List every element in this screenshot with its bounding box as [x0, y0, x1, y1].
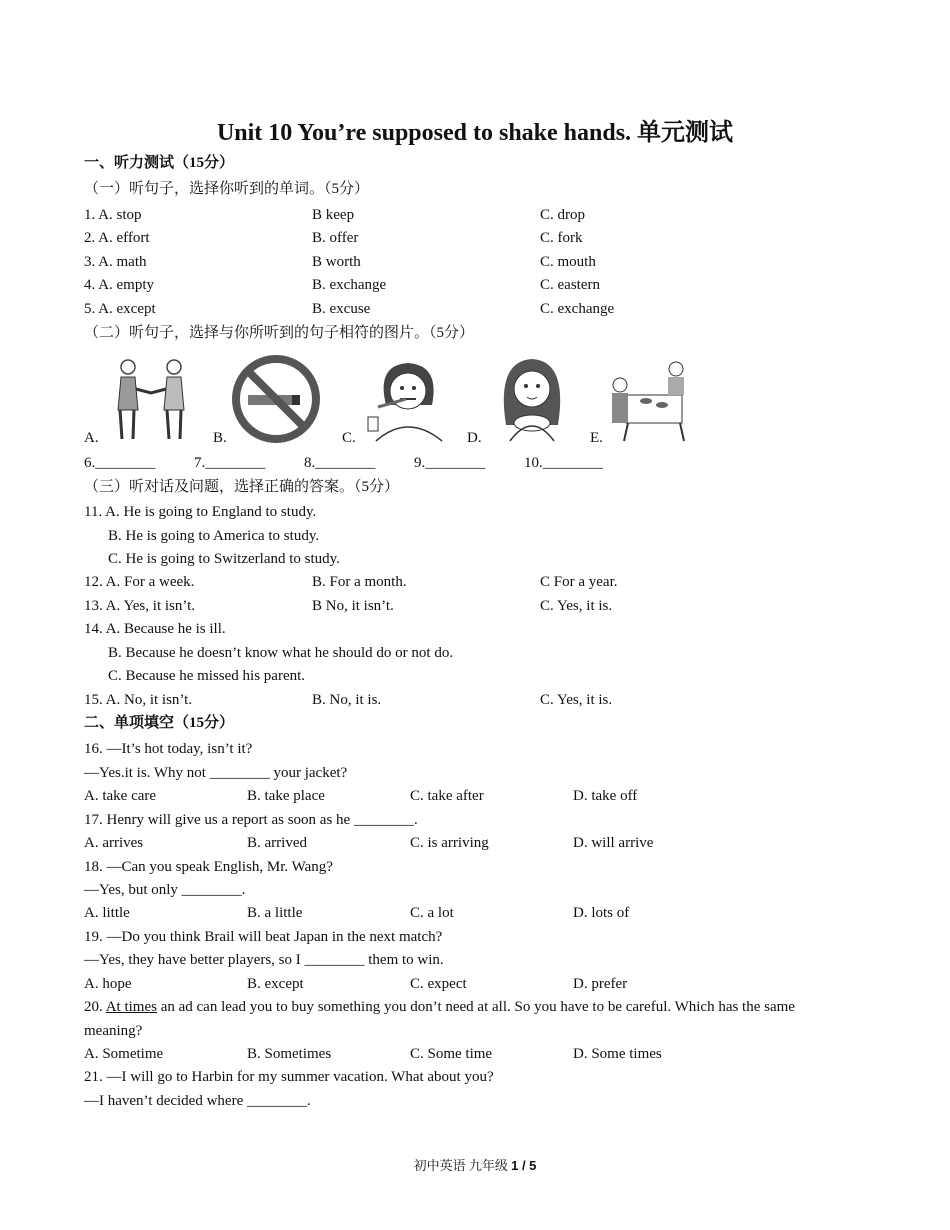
answer-blank-7: 7.________: [194, 455, 266, 471]
question-options: [84, 1044, 874, 1064]
option-c: C. drop: [540, 207, 585, 223]
option-c: C. mouth: [540, 254, 596, 270]
question-row: [84, 690, 874, 710]
section1-heading: 一、听力测试（15分）: [84, 155, 235, 171]
pic-label-c: C.: [342, 430, 356, 446]
option-b: B No, it isn’t.: [312, 598, 394, 614]
option-d: D. prefer: [573, 976, 628, 992]
girl-brushing-teeth-picture: [366, 355, 448, 443]
option-b: B. No, it is.: [312, 692, 382, 708]
option-a: A. take care: [84, 788, 157, 804]
option-c: C. exchange: [540, 301, 615, 317]
option-b: B. take place: [247, 788, 325, 804]
q16-response: —Yes.it is. Why not ________ your jacket?: [84, 765, 348, 781]
option-b: B. a little: [247, 905, 303, 921]
girl-eating-picture: [490, 355, 572, 443]
q21-response: —I haven’t decided where ________.: [84, 1093, 311, 1109]
page-footer: [0, 1155, 950, 1174]
q20-stem: [84, 997, 795, 1017]
option-c: C. Some time: [410, 1046, 493, 1062]
option-a: A. Sometime: [84, 1046, 164, 1062]
option-c: C. fork: [540, 230, 583, 246]
section2-heading: 二、单项填空（15分）: [84, 715, 235, 731]
handshake-picture: [106, 355, 196, 443]
pic-label-e: E.: [590, 430, 603, 446]
q20-stem-continued: meaning?: [84, 1023, 143, 1039]
question-row: [84, 596, 874, 616]
option-d: D. lots of: [573, 905, 630, 921]
footer-text: 初中英语 九年级: [413, 1158, 512, 1173]
option-b: B. For a month.: [312, 574, 407, 590]
answer-blank-10: 10.________: [524, 455, 603, 471]
option-c: C. Yes, it is.: [540, 692, 613, 708]
q14-option-c: C. Because he missed his parent.: [108, 668, 306, 684]
page-number: 1 / 5: [511, 1158, 537, 1173]
option-a: 4. A. empty: [84, 277, 154, 293]
option-c: C. Yes, it is.: [540, 598, 613, 614]
option-a: A. arrives: [84, 835, 144, 851]
family-dinner-picture: [606, 355, 698, 443]
option-b: B. except: [247, 976, 304, 992]
option-c: C. eastern: [540, 277, 600, 293]
question-options: [84, 786, 874, 806]
part3-heading: （三）听对话及问题，选择正确的答案。（5分）: [84, 479, 400, 495]
option-c: C. is arriving: [410, 835, 489, 851]
question-row: [84, 228, 874, 248]
option-a: 1. A. stop: [84, 207, 142, 223]
question-options: [84, 974, 874, 994]
q14-option-a: 14. A. Because he is ill.: [84, 621, 226, 637]
option-d: D. Some times: [573, 1046, 662, 1062]
q18-stem: 18. —Can you speak English, Mr. Wang?: [84, 859, 333, 875]
option-b: B. arrived: [247, 835, 307, 851]
option-a: 15. A. No, it isn’t.: [84, 692, 193, 708]
option-c: C. take after: [410, 788, 484, 804]
question-row: [84, 572, 874, 592]
option-c: C For a year.: [540, 574, 618, 590]
pic-label-a: A.: [84, 430, 99, 446]
q20-underlined-phrase: At times: [105, 999, 157, 1015]
option-a: A. little: [84, 905, 130, 921]
q11-option-a: 11. A. He is going to England to study.: [84, 504, 317, 520]
option-c: C. expect: [410, 976, 467, 992]
option-b: B. offer: [312, 230, 359, 246]
q17-stem: 17. Henry will give us a report as soon as he ________.: [84, 812, 418, 828]
option-a: A. hope: [84, 976, 132, 992]
answer-blank-8: 8.________: [304, 455, 376, 471]
option-c: C. a lot: [410, 905, 454, 921]
q14-option-b: B. Because he doesn’t know what he should do or not do.: [108, 645, 454, 661]
option-a: 5. A. except: [84, 301, 156, 317]
option-b: B keep: [312, 207, 355, 223]
option-b: B. excuse: [312, 301, 371, 317]
part2-heading: （二）听句子，选择与你所听到的句子相符的图片。（5分）: [84, 325, 475, 341]
q20-number: 20.: [84, 999, 106, 1015]
option-b: B worth: [312, 254, 361, 270]
no-smoking-sign: [230, 355, 322, 443]
q18-response: —Yes, but only ________.: [84, 882, 246, 898]
option-b: B. Sometimes: [247, 1046, 332, 1062]
option-d: D. take off: [573, 788, 638, 804]
pic-label-b: B.: [213, 430, 227, 446]
answer-blank-9: 9.________: [414, 455, 486, 471]
q20-text: an ad can lead you to buy something you don’t need at all. So you have to be careful. Which has the same: [156, 999, 795, 1015]
question-row: [84, 252, 874, 272]
q21-stem: 21. —I will go to Harbin for my summer vacation. What about you?: [84, 1069, 494, 1085]
question-options: [84, 903, 874, 923]
question-row: [84, 205, 874, 225]
question-options: [84, 833, 874, 853]
page-title: Unit 10 You’re supposed to shake hands. 单元测试: [216, 120, 734, 146]
option-a: 12. A. For a week.: [84, 574, 195, 590]
option-b: B. exchange: [312, 277, 387, 293]
q19-response: —Yes, they have better players, so I ________ them to win.: [84, 952, 444, 968]
option-d: D. will arrive: [573, 835, 654, 851]
option-a: 3. A. math: [84, 254, 147, 270]
question-row: [84, 299, 874, 319]
q16-stem: 16. —It’s hot today, isn’t it?: [84, 741, 253, 757]
pic-label-d: D.: [467, 430, 482, 446]
option-a: 13. A. Yes, it isn’t.: [84, 598, 196, 614]
part1-heading: （一）听句子，选择你听到的单词。（5分）: [84, 181, 370, 197]
q11-option-b: B. He is going to America to study.: [108, 528, 320, 544]
q11-option-c: C. He is going to Switzerland to study.: [108, 551, 340, 567]
answer-blank-6: 6.________: [84, 455, 156, 471]
question-row: [84, 275, 874, 295]
q19-stem: 19. —Do you think Brail will beat Japan in the next match?: [84, 929, 443, 945]
option-a: 2. A. effort: [84, 230, 150, 246]
